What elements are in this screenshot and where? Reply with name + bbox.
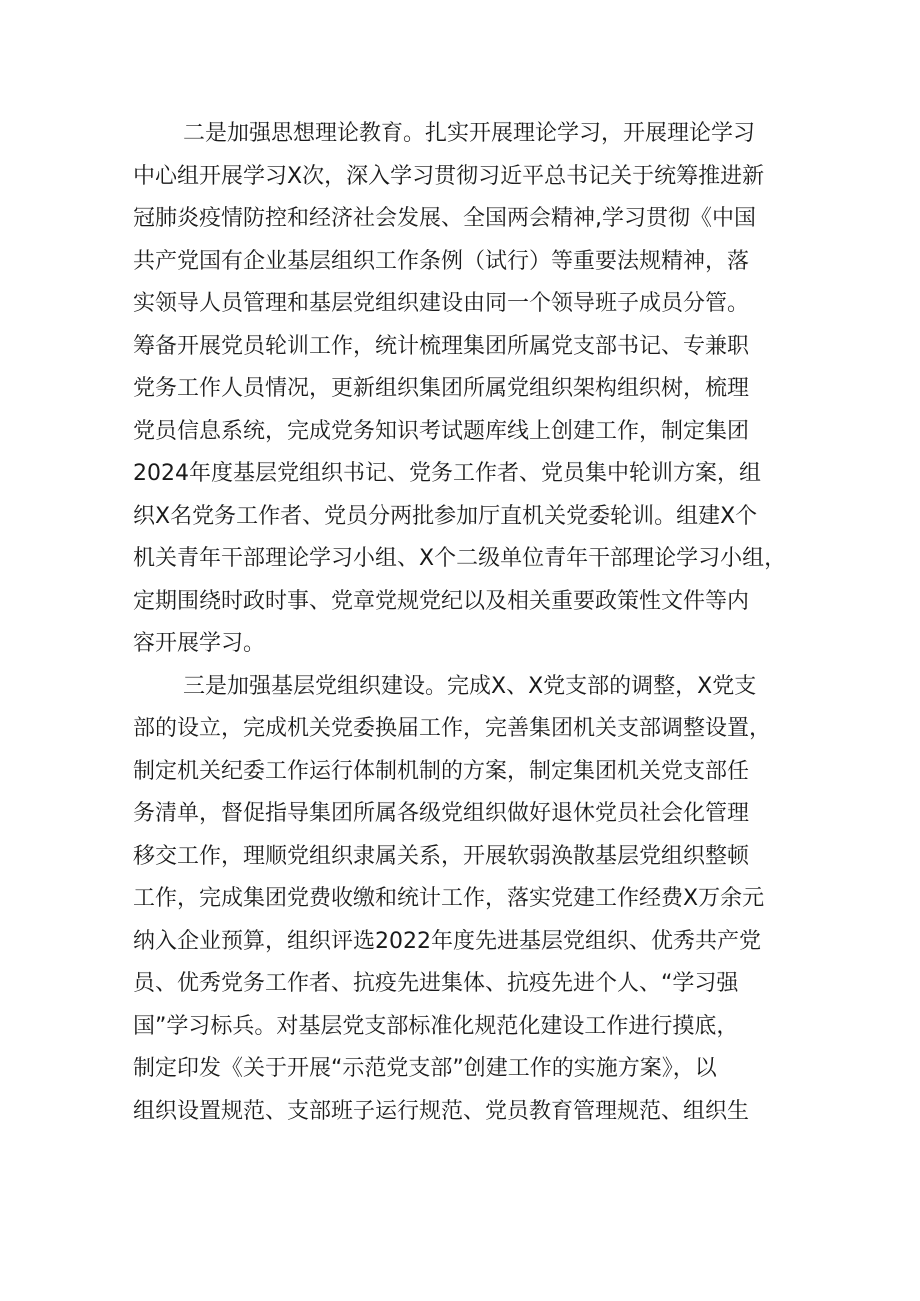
text-line: 筹备开展党员轮训工作，统计梳理集团所属党支部书记、专兼职 xyxy=(133,333,750,359)
text-line: 机关青年干部理论学习小组、X个二级单位青年干部理论学习小组， xyxy=(133,546,787,571)
text-line: 国”学习标兵。对基层党支部标准化规范化建设工作进行摸底， xyxy=(133,1013,739,1039)
document-body xyxy=(133,113,793,1133)
text-line: 定期围绕时政时事、党章党规党纪以及相关重要政策性文件等内 xyxy=(133,588,750,614)
text-line: 容开展学习。 xyxy=(133,631,266,656)
text-line: 织X名党务工作者、党员分两批参加厅直机关党委轮训。组建X个 xyxy=(133,503,758,529)
paragraph-party-organization xyxy=(133,666,793,1134)
text-line: 二是加强思想理论教育。扎实开展理论学习，开展理论学习 xyxy=(183,121,756,146)
text-line: 移交工作，理顺党组织隶属关系，开展软弱涣散基层党组织整顿 xyxy=(133,843,750,869)
text-line: 制定印发《关于开展“示范党支部”创建工作的实施方案》，以 xyxy=(133,1056,717,1081)
text-line: 纳入企业预算，组织评选2022年度先进基层党组织、优秀共产党 xyxy=(133,928,761,954)
text-line: 三是加强基层党组织建设。完成X、X党支部的调整，X党支 xyxy=(183,673,757,699)
text-line: 务清单，督促指导集团所属各级党组织做好退休党员社会化管理 xyxy=(133,801,750,826)
text-line: 冠肺炎疫情防控和经济社会发展、全国两会精神,学习贯彻《中国 xyxy=(133,206,756,231)
text-line: 共产党国有企业基层组织工作条例（试行）等重要法规精神，落 xyxy=(133,248,750,274)
text-line: 工作，完成集团党费收缴和统计工作，落实党建工作经费X万余元 xyxy=(133,886,765,911)
text-line: 部的设立，完成机关党委换届工作，完善集团机关支部调整设置， xyxy=(133,716,772,741)
text-line: 党员信息系统，完成党务知识考试题库线上创建工作，制定集团 xyxy=(133,418,750,444)
text-line: 员、优秀党务工作者、抗疫先进集体、抗疫先进个人、“学习强 xyxy=(133,971,739,996)
text-line: 制定机关纪委工作运行体制机制的方案，制定集团机关党支部任 xyxy=(133,758,750,784)
paragraph-theory-education xyxy=(133,113,793,666)
text-line: 组织设置规范、支部班子运行规范、党员教育管理规范、组织生 xyxy=(133,1098,750,1124)
text-line: 实领导人员管理和基层党组织建设由同一个领导班子成员分管。 xyxy=(133,291,750,316)
text-line: 2024年度基层党组织书记、党务工作者、党员集中轮训方案，组 xyxy=(133,461,761,486)
text-line: 党务工作人员情况，更新组织集团所属党组织架构组织树，梳理 xyxy=(133,376,750,401)
text-line: 中心组开展学习X次，深入学习贯彻习近平总书记关于统筹推进新 xyxy=(133,163,765,189)
